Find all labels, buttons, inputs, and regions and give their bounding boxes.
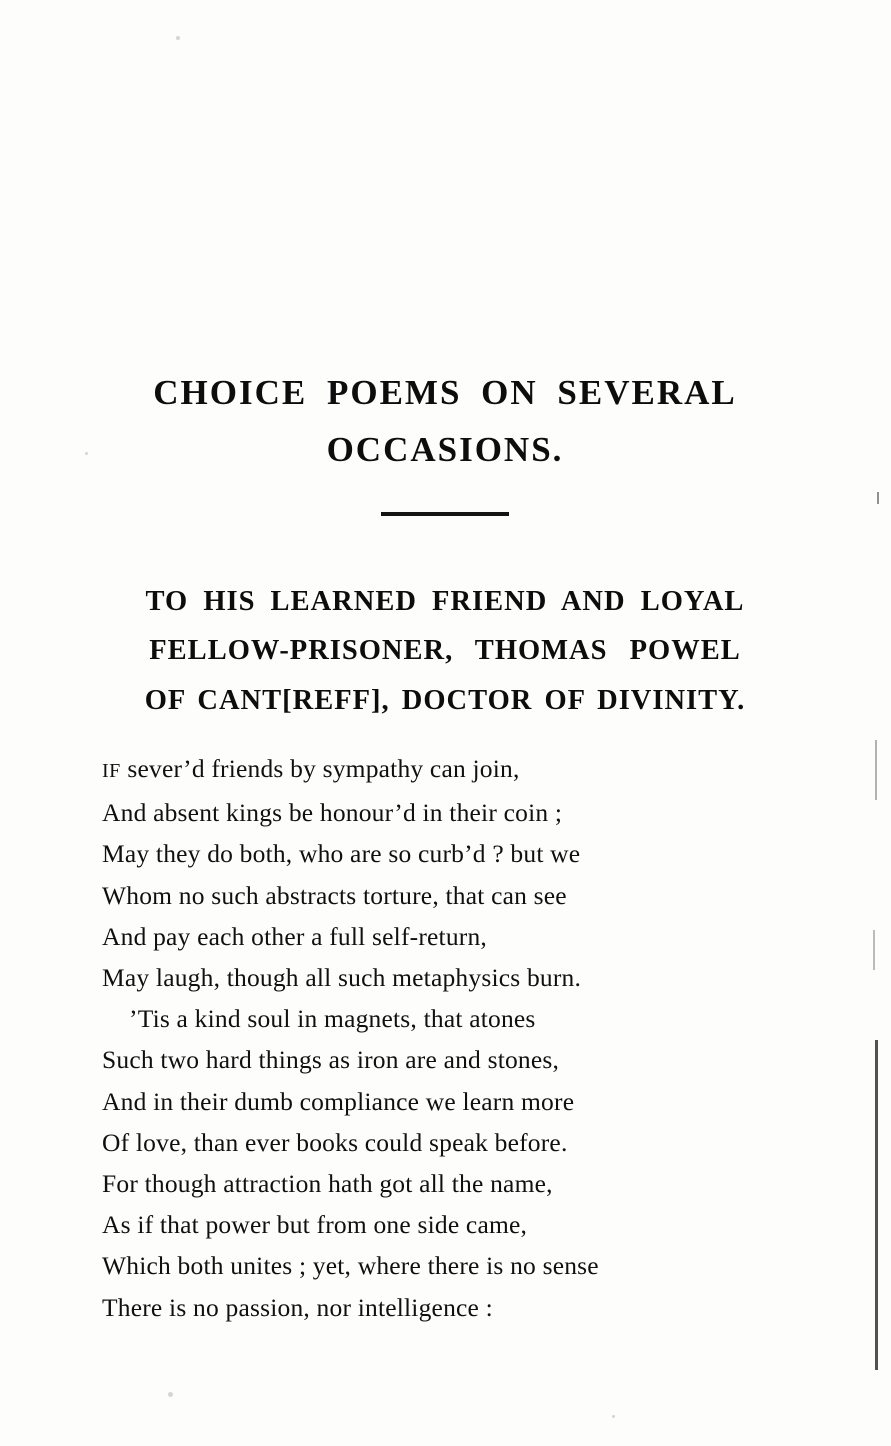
poem-line-text: sever’d friends by sympathy can join, (127, 754, 520, 783)
dedication-heading (60, 577, 830, 726)
poem-line: Whom no such abstracts torture, that can see (102, 880, 567, 910)
poem-line: As if that power but from one side came, (102, 1210, 528, 1240)
poem-line: Which both unites ; yet, where there is no sense (102, 1251, 599, 1281)
poem-line: For though attraction hath got all the name, (102, 1169, 553, 1199)
poem-line: May laugh, though all such metaphysics burn. (102, 963, 582, 993)
horizontal-rule-divider (381, 512, 509, 516)
dedication-line-1: TO HIS LEARNED FRIEND AND LOYAL (145, 585, 745, 617)
edge-mark (875, 740, 877, 800)
edge-mark (873, 930, 875, 970)
poem-line: And in their dumb compliance we learn more (102, 1086, 575, 1116)
dedication-line-3: OF CANT[REFF], DOCTOR OF DIVINITY. (144, 684, 746, 716)
poem-line: Of love, than ever books could speak before. (102, 1127, 568, 1157)
dedication-line-2: FELLOW-PRISONER, THOMAS POWEL (149, 635, 741, 667)
page-title-line-1: CHOICE POEMS ON SEVERAL (153, 373, 737, 413)
poem-opening-smallcaps: IF (102, 760, 121, 782)
edge-mark (875, 1040, 878, 1370)
edge-mark (877, 492, 879, 504)
page-title (60, 365, 830, 478)
poem-line: And absent kings be honour’d in their coin ; (102, 798, 563, 828)
poem-line: ’Tis a kind soul in magnets, that atones (129, 1004, 536, 1034)
poem-line: There is no passion, nor intelligence : (102, 1292, 493, 1322)
page-title-line-2: OCCASIONS. (326, 430, 564, 470)
poem-line: And pay each other a full self-return, (102, 921, 487, 951)
poem-line (102, 748, 599, 792)
scan-edge-artifacts (851, 0, 891, 1446)
page-content (60, 0, 830, 1446)
poem-line: May they do both, who are so curb’d ? but we (102, 839, 581, 869)
poem-line: Such two hard things as iron are and stones, (102, 1045, 560, 1075)
poem-body (102, 748, 599, 1328)
